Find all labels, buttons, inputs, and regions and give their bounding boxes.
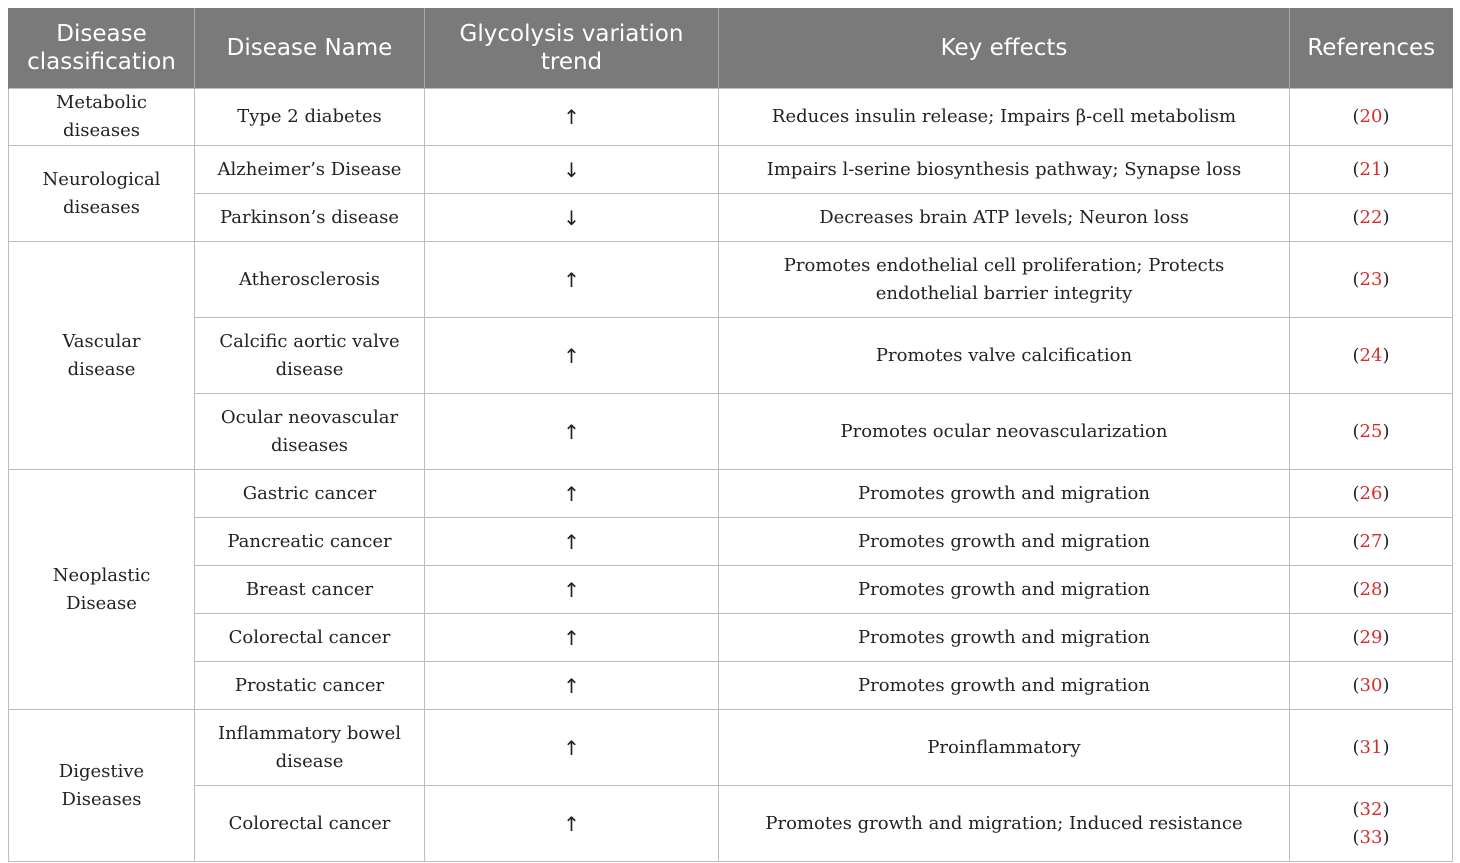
- disease-name-cell: Ocular neovascular diseases: [195, 394, 425, 470]
- table-row: [9, 710, 1453, 786]
- disease-name-cell: Gastric cancer: [195, 470, 425, 518]
- reference-number: 21: [1359, 158, 1383, 180]
- disease-classification-cell: Vascular disease: [9, 242, 195, 470]
- key-effects-cell: Impairs l-serine biosynthesis pathway; Synapse loss: [719, 146, 1290, 194]
- table-row: [9, 194, 1453, 242]
- disease-name-cell: Alzheimer’s Disease: [195, 146, 425, 194]
- table-row: [9, 242, 1453, 318]
- key-effects-cell: Promotes endothelial cell proliferation; Protects endothelial barrier integrity: [719, 242, 1290, 318]
- disease-name-cell: Colorectal cancer: [195, 786, 425, 862]
- reference-link[interactable]: (30): [1352, 674, 1390, 696]
- disease-name-cell: Prostatic cancer: [195, 662, 425, 710]
- key-effects-cell: Promotes growth and migration: [719, 566, 1290, 614]
- key-effects-cell: Promotes ocular neovascularization: [719, 394, 1290, 470]
- reference-number: 23: [1359, 268, 1383, 290]
- glycolysis-trend-cell: ↑: [425, 710, 719, 786]
- glycolysis-trend-cell: ↑: [425, 662, 719, 710]
- table-row: [9, 89, 1453, 146]
- disease-name-cell: Colorectal cancer: [195, 614, 425, 662]
- references-cell: [1290, 662, 1453, 710]
- references-cell: [1290, 194, 1453, 242]
- reference-number: 29: [1359, 626, 1383, 648]
- glycolysis-trend-cell: ↑: [425, 318, 719, 394]
- glycolysis-trend-cell: ↑: [425, 566, 719, 614]
- references-cell: [1290, 614, 1453, 662]
- table-row: [9, 662, 1453, 710]
- reference-link[interactable]: (27): [1352, 530, 1390, 552]
- disease-name-cell: Parkinson’s disease: [195, 194, 425, 242]
- reference-link[interactable]: (28): [1352, 578, 1390, 600]
- key-effects-cell: Promotes growth and migration: [719, 470, 1290, 518]
- reference-number: 26: [1359, 482, 1383, 504]
- references-cell: [1290, 89, 1453, 146]
- reference-link[interactable]: (31): [1352, 736, 1390, 758]
- disease-classification-cell: Neurological diseases: [9, 146, 195, 242]
- reference-number: 25: [1359, 420, 1383, 442]
- table-row: [9, 566, 1453, 614]
- glycolysis-trend-cell: ↑: [425, 89, 719, 146]
- glycolysis-trend-cell: ↓: [425, 146, 719, 194]
- reference-link[interactable]: (22): [1352, 206, 1390, 228]
- table-row: [9, 318, 1453, 394]
- reference-link[interactable]: (32): [1352, 798, 1390, 820]
- reference-number: 24: [1359, 344, 1383, 366]
- table-row: [9, 394, 1453, 470]
- glycolysis-trend-cell: ↓: [425, 194, 719, 242]
- table-row: [9, 146, 1453, 194]
- references-cell: [1290, 318, 1453, 394]
- reference-number: 33: [1359, 826, 1383, 848]
- key-effects-cell: Promotes valve calcification: [719, 318, 1290, 394]
- glycolysis-trend-cell: ↑: [425, 394, 719, 470]
- key-effects-cell: Promotes growth and migration: [719, 518, 1290, 566]
- references-cell: [1290, 470, 1453, 518]
- header-row: [9, 8, 1453, 89]
- table-row: [9, 518, 1453, 566]
- table-row: [9, 470, 1453, 518]
- references-cell: [1290, 242, 1453, 318]
- key-effects-cell: Promotes growth and migration: [719, 614, 1290, 662]
- references-cell: [1290, 146, 1453, 194]
- reference-number: 28: [1359, 578, 1383, 600]
- reference-link[interactable]: (20): [1352, 106, 1390, 127]
- reference-link[interactable]: (21): [1352, 158, 1390, 180]
- disease-name-cell: Calcific aortic valve disease: [195, 318, 425, 394]
- reference-number: 32: [1359, 798, 1383, 820]
- key-effects-cell: Proinflammatory: [719, 710, 1290, 786]
- references-cell: [1290, 394, 1453, 470]
- header-key-effects: Key effects: [719, 8, 1290, 89]
- reference-number: 30: [1359, 674, 1383, 696]
- reference-link[interactable]: (24): [1352, 344, 1390, 366]
- disease-glycolysis-table: [8, 8, 1453, 862]
- reference-number: 22: [1359, 206, 1383, 228]
- references-cell: [1290, 710, 1453, 786]
- reference-link[interactable]: (29): [1352, 626, 1390, 648]
- disease-classification-cell: Digestive Diseases: [9, 710, 195, 862]
- header-glycolysis-trend: Glycolysis variation trend: [425, 8, 719, 89]
- disease-name-cell: Atherosclerosis: [195, 242, 425, 318]
- key-effects-cell: Decreases brain ATP levels; Neuron loss: [719, 194, 1290, 242]
- disease-name-cell: Pancreatic cancer: [195, 518, 425, 566]
- reference-link[interactable]: (25): [1352, 420, 1390, 442]
- disease-name-cell: Breast cancer: [195, 566, 425, 614]
- glycolysis-trend-cell: ↑: [425, 518, 719, 566]
- glycolysis-trend-cell: ↑: [425, 786, 719, 862]
- header-disease-name: Disease Name: [195, 8, 425, 89]
- disease-classification-cell: Metabolic diseases: [9, 89, 195, 146]
- key-effects-cell: Promotes growth and migration; Induced resistance: [719, 786, 1290, 862]
- table-row: [9, 786, 1453, 862]
- reference-number: 31: [1359, 736, 1383, 758]
- disease-name-cell: Inflammatory bowel disease: [195, 710, 425, 786]
- references-cell: [1290, 786, 1453, 862]
- disease-name-cell: Type 2 diabetes: [195, 89, 425, 146]
- references-cell: [1290, 518, 1453, 566]
- reference-link[interactable]: (26): [1352, 482, 1390, 504]
- references-cell: [1290, 566, 1453, 614]
- reference-link[interactable]: (33): [1352, 826, 1390, 848]
- header-classification: Disease classification: [9, 8, 195, 89]
- key-effects-cell: Promotes growth and migration: [719, 662, 1290, 710]
- header-references: References: [1290, 8, 1453, 89]
- reference-link[interactable]: (23): [1352, 268, 1390, 290]
- key-effects-cell: Reduces insulin release; Impairs β-cell metabolism: [719, 89, 1290, 146]
- glycolysis-trend-cell: ↑: [425, 614, 719, 662]
- table-row: [9, 614, 1453, 662]
- disease-classification-cell: Neoplastic Disease: [9, 470, 195, 710]
- glycolysis-trend-cell: ↑: [425, 242, 719, 318]
- reference-number: 20: [1359, 106, 1383, 127]
- reference-number: 27: [1359, 530, 1383, 552]
- glycolysis-trend-cell: ↑: [425, 470, 719, 518]
